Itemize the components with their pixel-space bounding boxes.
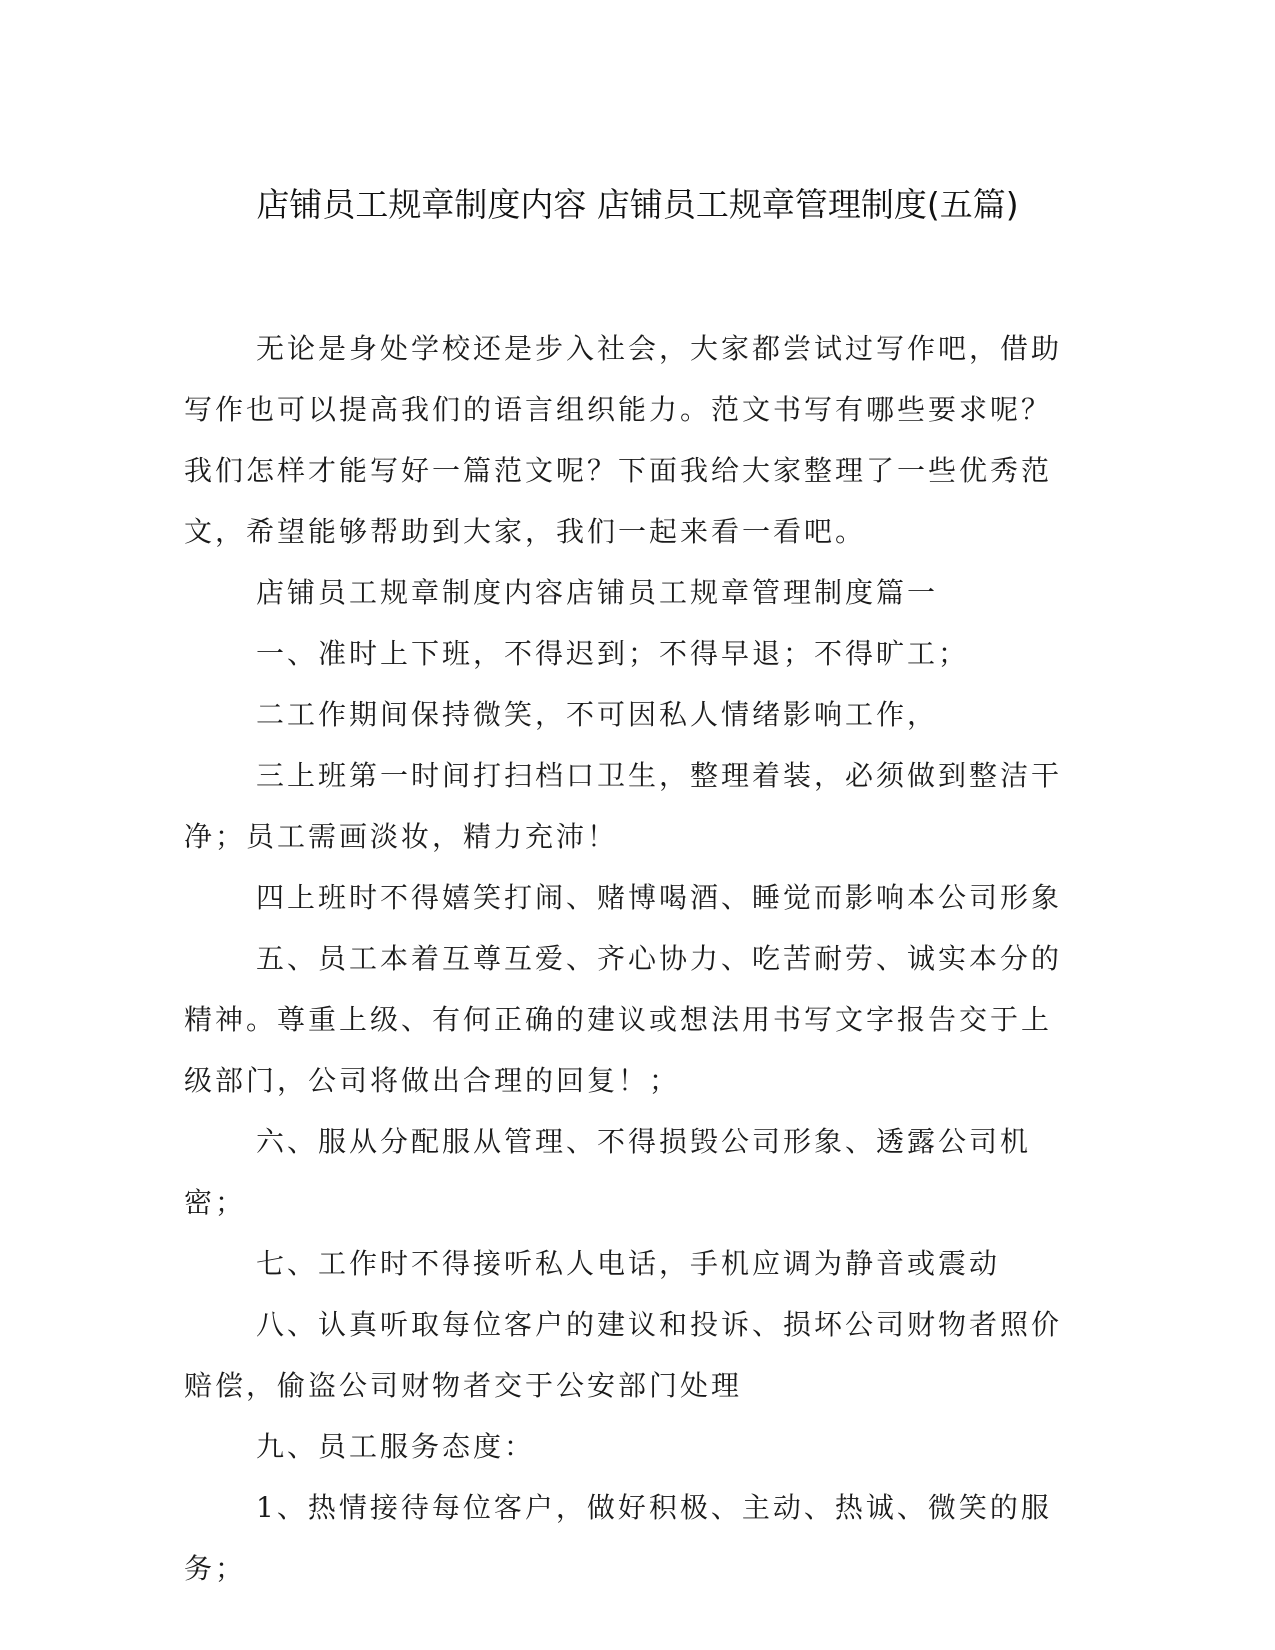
paragraph-rule-1: 一、准时上下班，不得迟到；不得早退；不得旷工；	[256, 637, 970, 670]
paragraph-rule-5: 五、员工本着互尊互爱、齐心协力、吃苦耐劳、诚实本分的精神。尊重上级、有何正确的建议或想法用书写文字报告交于上级部门，公司将做出合理的回复！；	[184, 942, 1063, 1097]
paragraph-intro: 无论是身处学校还是步入社会，大家都尝试过写作吧，借助写作也可以提高我们的语言组织能力。范文书写有哪些要求呢？我们怎样才能写好一篇范文呢？下面我给大家整理了一些优秀范文，希望能够帮助到大家，我们一起来看一看吧。	[184, 332, 1063, 548]
paragraph-rule-9-item-1: 1、热情接待每位客户，做好积极、主动、热诚、微笑的服务；	[184, 1491, 1052, 1585]
paragraph-rule-8: 八、认真听取每位客户的建议和投诉、损坏公司财物者照价赔偿，偷盗公司财物者交于公安部门处理	[184, 1308, 1063, 1402]
paragraph-rule-2: 二工作期间保持微笑，不可因私人情绪影响工作，	[256, 698, 939, 731]
document-title: 店铺员工规章制度内容 店铺员工规章管理制度(五篇)	[256, 185, 1019, 224]
paragraph-rule-3: 三上班第一时间打扫档口卫生，整理着装，必须做到整洁干净；员工需画淡妆，精力充沛！	[184, 759, 1063, 853]
paragraph-section-heading: 店铺员工规章制度内容店铺员工规章管理制度篇一	[256, 576, 939, 609]
paragraph-rule-6: 六、服从分配服从管理、不得损毁公司形象、透露公司机密；	[184, 1125, 1032, 1219]
paragraph-rule-9: 九、员工服务态度：	[256, 1430, 536, 1463]
paragraph-rule-4: 四上班时不得嬉笑打闹、赌博喝酒、睡觉而影响本公司形象	[256, 881, 1063, 914]
document-body	[184, 318, 1064, 1599]
paragraph-rule-7: 七、工作时不得接听私人电话，手机应调为静音或震动	[256, 1247, 1001, 1280]
